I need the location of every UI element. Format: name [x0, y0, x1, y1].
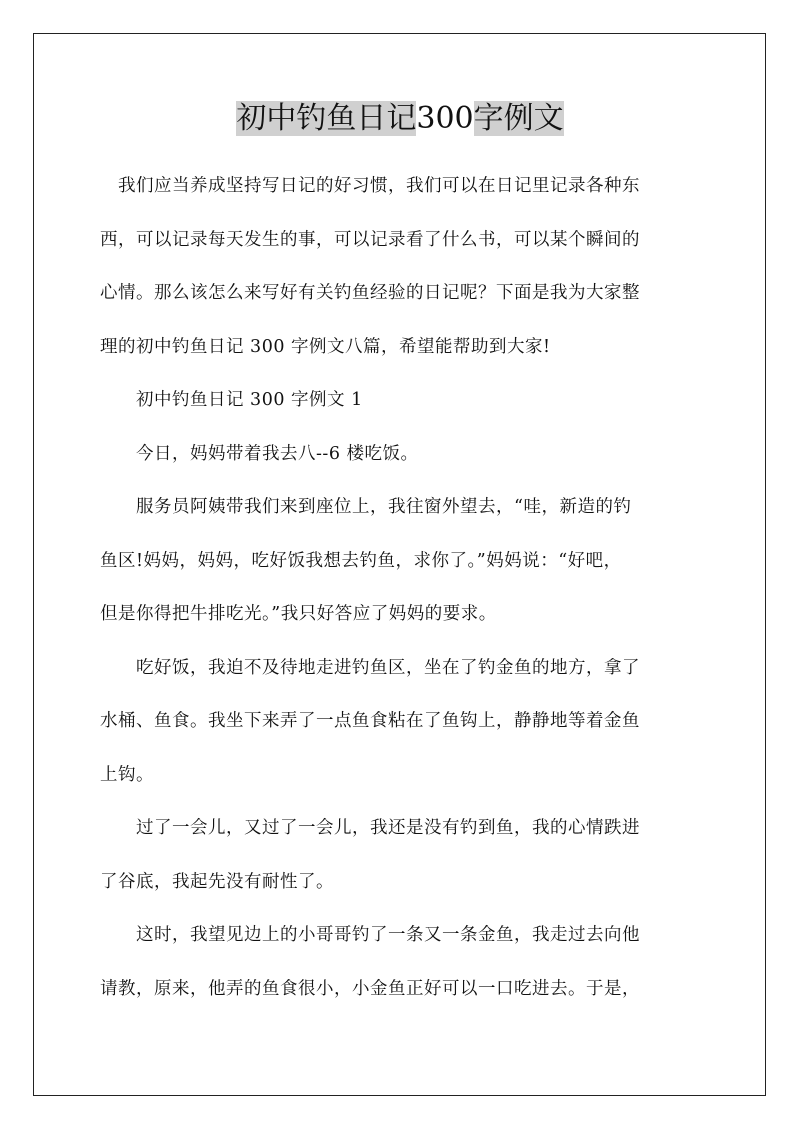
paragraph-line: 但是你得把牛排吃光。”我只好答应了妈妈的要求。 — [100, 604, 497, 624]
paragraph-line: 我们应当养成坚持写日记的好习惯，我们可以在日记里记录各种东 — [118, 176, 640, 196]
document-body — [100, 160, 700, 1016]
title-text-part1: 初中钓鱼日记 — [236, 101, 417, 136]
paragraph-line: 今日，妈妈带着我去八--6 楼吃饭。 — [136, 443, 419, 464]
paragraph-line: 上钩。 — [100, 764, 154, 785]
paragraph-line: 西，可以记录每天发生的事，可以记录看了什么书，可以某个瞬间的 — [100, 229, 640, 250]
paragraph-line: 这时，我望见边上的小哥哥钓了一条又一条金鱼，我走过去向他 — [136, 925, 640, 945]
title-text-part3: 字例文 — [473, 101, 564, 136]
title-number: 300 — [416, 101, 474, 136]
paragraph-line: 过了一会儿，又过了一会儿，我还是没有钓到鱼，我的心情跌进 — [136, 818, 640, 838]
document-title — [236, 96, 563, 142]
paragraph-line: 理的初中钓鱼日记 300 字例文八篇，希望能帮助到大家! — [100, 336, 551, 357]
paragraph-line: 服务员阿姨带我们来到座位上，我往窗外望去，“哇，新造的钓 — [136, 497, 632, 517]
paragraph-line: 吃好饭，我迫不及待地走进钓鱼区，坐在了钓金鱼的地方，拿了 — [136, 657, 640, 678]
paragraph-line: 了谷底，我起先没有耐性了。 — [100, 871, 334, 892]
paragraph-line: 鱼区!妈妈，妈妈，吃好饭我想去钓鱼，求你了。”妈妈说：“好吧， — [100, 550, 622, 571]
paragraph-line: 请教，原来，他弄的鱼食很小，小金鱼正好可以一口吃进去。于是， — [100, 978, 640, 999]
paragraph-line: 心情。那么该怎么来写好有关钓鱼经验的日记呢？下面是我为大家整 — [100, 283, 640, 303]
title-container — [0, 96, 800, 142]
paragraph-line: 水桶、鱼食。我坐下来弄了一点鱼食粘在了鱼钩上，静静地等着金鱼 — [100, 711, 640, 731]
section-heading: 初中钓鱼日记 300 字例文 1 — [136, 390, 363, 410]
